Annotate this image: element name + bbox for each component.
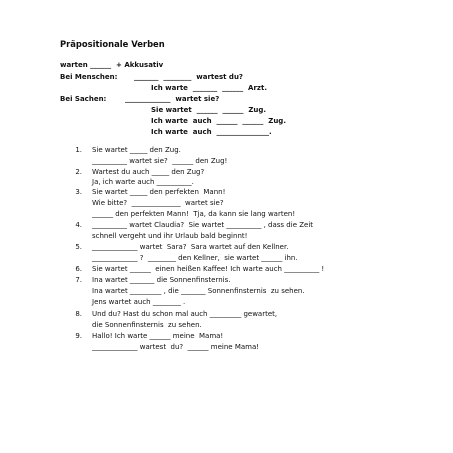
- exercise-line: __________ wartet Claudia? Sie wartet __________ , dass die Zeit: [92, 221, 314, 229]
- exercise-number: 7.: [75, 276, 82, 284]
- exercise-line: ______ den perfekten Mann! Tja, da kann sie lang warten!: [92, 210, 296, 218]
- exercise-line: Sie wartet ______ einen heißen Kaffee! Ich warte auch __________ !: [92, 265, 325, 273]
- verb-heading: warten ______ + Akkusativ: [60, 61, 164, 69]
- exercise-line: _____________ wartest du? ______ meine Mama!: [92, 343, 260, 351]
- exercise-number: 2.: [75, 168, 82, 176]
- exercise-line: Wartest du auch _____ den Zug?: [92, 168, 205, 176]
- exercise-number: 5.: [75, 243, 82, 251]
- sachen-label: Bei Sachen:: [60, 95, 107, 103]
- page-title: Präpositionale Verben: [60, 39, 165, 49]
- menschen-line-2: Ich warte _______ ______ Arzt.: [151, 84, 267, 92]
- menschen-line-1: _______ ________ wartest du?: [134, 73, 243, 81]
- exercise-number: 3.: [75, 188, 82, 196]
- exercise-line: Ina wartet _______ die Sonnenfinsternis.: [92, 276, 231, 284]
- exercise-line: Ina wartet _________ , die _______ Sonnenfinsternis zu sehen.: [92, 287, 305, 295]
- sachen-line-3: Ich warte auch ______ ______ Zug.: [151, 117, 286, 125]
- exercise-line: __________ wartet sie? ______ den Zug!: [92, 157, 228, 165]
- exercise-line: Ja, ich warte auch __________.: [92, 178, 194, 186]
- exercise-line: Wie bitte? ______________ wartet sie?: [92, 199, 224, 207]
- exercise-number: 8.: [75, 310, 82, 318]
- sachen-line-1: _____________ wartet sie?: [125, 95, 220, 103]
- exercise-line: Sie wartet _____ den Zug.: [92, 146, 181, 154]
- sachen-line-4: Ich warte auch _______________.: [151, 128, 272, 136]
- exercise-line: Sie wartet _____ den perfekten Mann!: [92, 188, 226, 196]
- exercise-number: 1.: [75, 146, 82, 154]
- sachen-line-2: Sie wartet ______ ______ Zug.: [151, 106, 267, 114]
- exercise-number: 9.: [75, 332, 82, 340]
- exercise-line: _____________ wartet Sara? Sara wartet auf den Kellner.: [92, 243, 289, 251]
- exercise-line: Jens wartet auch ________ .: [92, 298, 186, 306]
- exercise-line: _____________ ? ________ den Kellner, sie wartet ______ ihn.: [92, 254, 298, 262]
- exercise-line: schnell vergeht und ihr Urlaub bald beginnt!: [92, 232, 248, 240]
- exercise-number: 6.: [75, 265, 82, 273]
- exercise-number: 4.: [75, 221, 82, 229]
- exercise-line: Und du? Hast du schon mal auch _________ gewartet,: [92, 310, 278, 318]
- menschen-label: Bei Menschen:: [60, 73, 118, 81]
- exercise-line: die Sonnenfinsternis zu sehen.: [92, 321, 202, 329]
- exercise-line: Hallo! Ich warte ______ meine Mama!: [92, 332, 224, 340]
